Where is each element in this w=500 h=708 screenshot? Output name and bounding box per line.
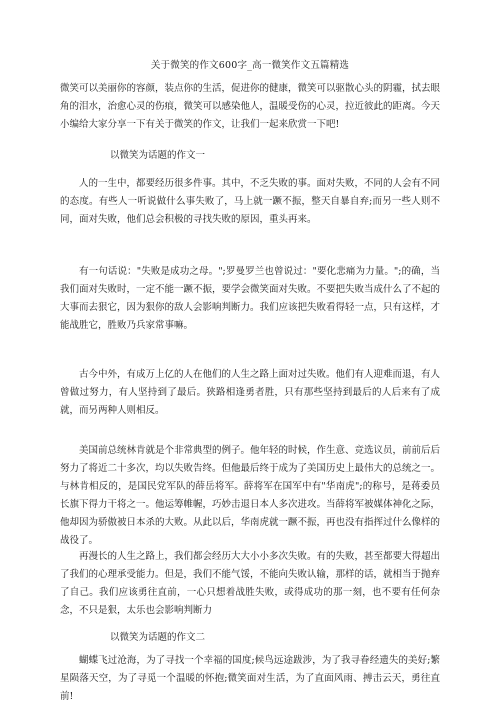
section-1-paragraph-5: 再漫长的人生之路上，我们都会经历大大小小多次失败。有的失败，甚至都要大得超出了我们的心理承受能力。但是，我们不能气馁，不能向失败认输，那样的话，就相当于抛弃了自己。我们应该勇往直前，一心只想着战胜失败，或得成功的那一刻，也不要有任何杂念，不只是狠，太乐也会影响判断力 xyxy=(60,551,441,616)
section-1-paragraph-1: 人的一生中，都要经历很多件事。其中，不乏失败的事。面对失败，不同的人会有不同的态度。有些人一听说做什么事失败了，马上就一蹶不振，整天自暴自弃;而另一些人则不同，面对失败，他们总会积极的寻找失败的原因，重头再来。 xyxy=(60,178,441,225)
section-1-paragraph-2: 有一句话说："失败是成功之母。";罗曼罗兰也曾说过："要化悲痛为力量。";的确，当我们面对失败时，一定不能一蹶不振，要学会微笑面对失败。不要把失败当成什么了不起的大事而去狠它，因为狠你的敌人会影响判断力。我们应该把失败看得轻一点，只有这样，才能战胜它，胜败乃兵家常事嘛。 xyxy=(60,266,441,331)
section-heading-2: 以微笑为话题的作文二 xyxy=(110,632,206,643)
section-heading-1: 以微笑为话题的作文一 xyxy=(110,150,206,161)
section-2-paragraph-1: 蝴蝶飞过沧海，为了寻找一个幸福的国度;候鸟远途跋涉，为了我寻眷经遗失的美好;繁星陨落天空，为了寻觅一个温暖的怀抱;微笑面对生活，为了直面风雨、搏击云天，勇往直前! xyxy=(60,655,440,702)
intro-paragraph: 微笑可以美丽你的容颜，装点你的生活，促进你的健康，微笑可以驱散心头的阴霾，拭去眼角的泪水，治愈心灵的伤痕，微笑可以感染他人，温暖受伤的心灵，拉近彼此的距离。今天小编给大家分享一下有关于微笑的作文，让我们一起来欣赏一下吧! xyxy=(60,83,441,130)
section-1-paragraph-3: 古今中外，有成万上亿的人在他们的人生之路上面对过失败。他们有人迎难而退，有人曾做过努力，有人坚持到了最后。狭路相逢勇者胜，只有那些坚持到最后的人后来有了成就，而另两种人则相反。 xyxy=(60,369,441,416)
document-title: 关于微笑的作文600字_高一微笑作文五篇精选 xyxy=(150,60,350,71)
section-1-paragraph-4: 美国前总统林肯就是个非常典型的例子。他年轻的时候，作生意、竞选议员，前前后后努力了将近二十多次，均以失败告终。但他最后终于成为了美国历史上最伟大的总统之一。与林肯相反的，是国民党军队的薛岳将军。薛将军在国军中有"华南虎";的称号，是蒋委员长旗下得力干将之一。他运筹帷幄，巧妙击退日本人多次进攻。当薛将军被媒体神化之际，他却因为骄傲被日本杀的大败。从此以后，华南虎就一蹶不振，再也没有指挥过什么像样的战役了。 xyxy=(60,445,441,546)
